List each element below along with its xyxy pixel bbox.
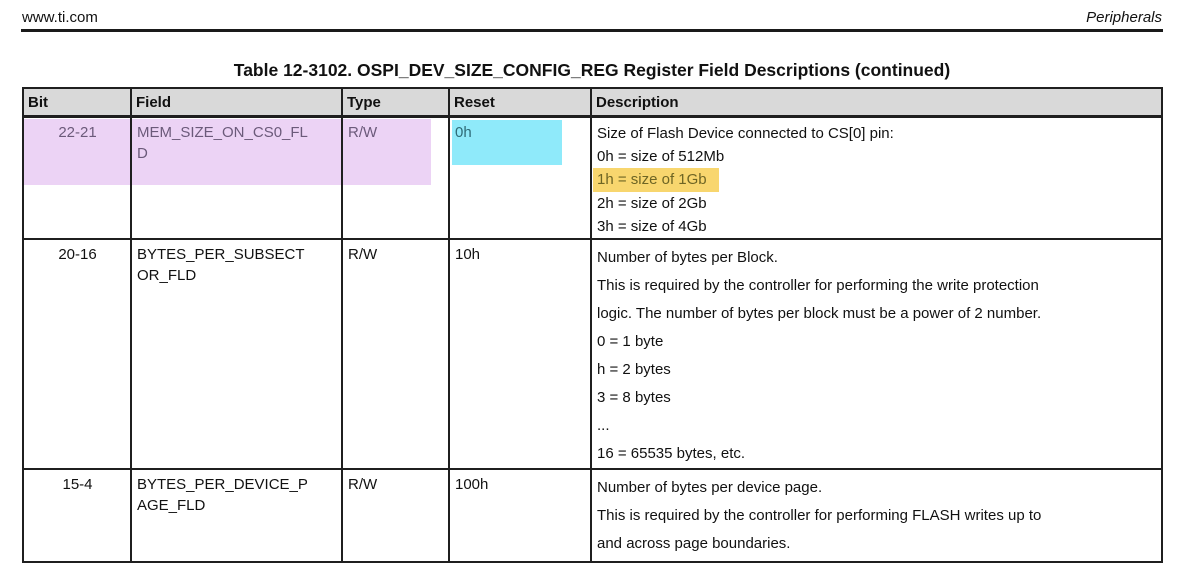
table-body [23,117,1162,563]
bit-value: 15-4 [62,476,93,493]
description-line: This is required by the controller for performing the write protection [597,277,1039,294]
reset-value: 100h [455,476,489,493]
table-title: Table 12-3102. OSPI_DEV_SIZE_CONFIG_REG Register Field Descriptions (continued) [233,60,951,80]
type-value: R/W [348,476,378,493]
bit-cell [23,239,131,469]
description-line: Size of Flash Device connected to CS[0] pin: [597,125,894,142]
description-line: 0 = 1 byte [597,333,664,350]
page-header [21,0,1163,32]
reset-cell [449,239,591,469]
chapter-label: Peripherals [1086,9,1162,26]
field-cell [131,117,342,240]
column-header-description: Description [591,88,1162,117]
description-line: ... [597,417,610,434]
column-header-field: Field [131,88,342,117]
description-line: This is required by the controller for performing FLASH writes up to [597,507,1042,524]
type-cell [342,117,449,240]
bit-value: 22-21 [58,124,97,141]
table-header [23,88,1162,117]
table-row [23,469,1162,562]
type-value: R/W [348,124,378,141]
column-header-bit: Bit [23,88,131,117]
description-line: 3 = 8 bytes [597,389,671,406]
description-line: Number of bytes per Block. [597,249,778,266]
yellow-highlighted-text: 1h = size of 1Gb [593,168,719,192]
table-row [23,117,1162,240]
reset-cell [449,117,591,240]
description-cell [591,117,1162,240]
field-cell [131,469,342,562]
description-line [597,168,1157,192]
description-line: logic. The number of bytes per block must be a power of 2 number. [597,305,1042,322]
description-cell [591,469,1162,562]
bit-cell [23,469,131,562]
bit-value: 20-16 [58,246,97,263]
description-line: Number of bytes per device page. [597,479,823,496]
reset-value: 10h [455,246,481,263]
table-row [23,239,1162,469]
description-line: 2h = size of 2Gb [597,195,707,212]
type-cell [342,469,449,562]
field-value: BYTES_PER_SUBSECTOR_FLD [137,246,305,284]
field-cell [131,239,342,469]
site-url: www.ti.com [22,9,98,26]
description-line: 16 = 65535 bytes, etc. [597,445,746,462]
header-row [23,88,1162,117]
reset-value: 0h [455,124,472,141]
column-header-type: Type [342,88,449,117]
field-value: BYTES_PER_DEVICE_PAGE_FLD [137,476,308,514]
type-value: R/W [348,246,378,263]
column-header-reset: Reset [449,88,591,117]
description-line: 3h = size of 4Gb [597,218,707,235]
description-cell [591,239,1162,469]
type-cell [342,239,449,469]
description-line: h = 2 bytes [597,361,671,378]
register-field-table [22,87,1163,563]
description-line: and across page boundaries. [597,535,791,552]
bit-cell [23,117,131,240]
reset-cell [449,469,591,562]
field-value: MEM_SIZE_ON_CS0_FLD [137,124,308,162]
description-line: 0h = size of 512Mb [597,148,725,165]
